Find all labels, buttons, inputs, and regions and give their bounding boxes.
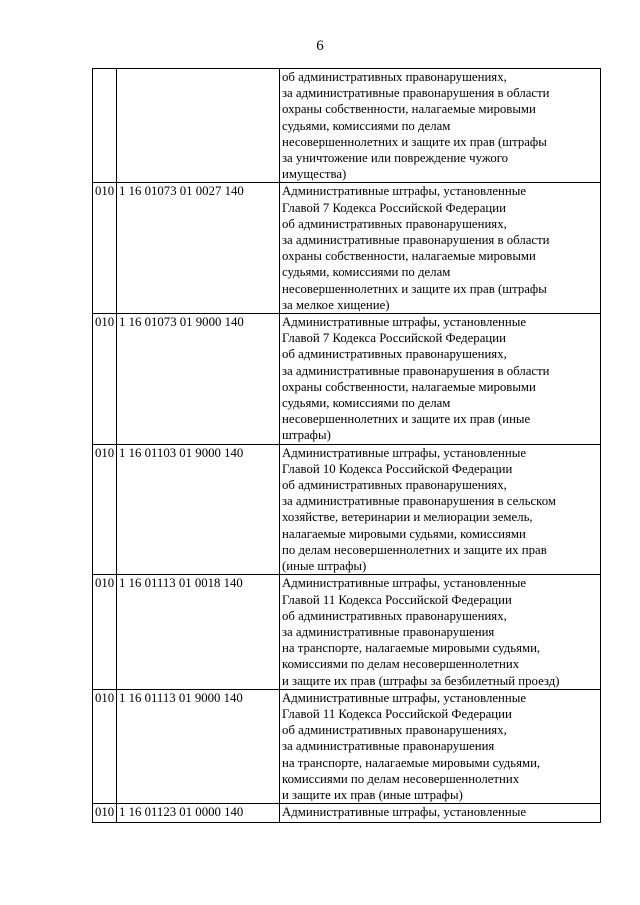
description-line: за административные правонарушения [282, 624, 495, 639]
description-line: налагаемые мировыми судьями, комиссиями [282, 526, 526, 541]
description-line: об административных правонарушениях, [282, 723, 507, 738]
description-cell [280, 575, 601, 689]
description-line: Главой 7 Кодекса Российской Федерации [282, 331, 506, 346]
description-cell [280, 183, 601, 314]
table-row [93, 804, 601, 823]
description-line: за административные правонарушения в сельском [282, 494, 556, 509]
admin-code-cell: 010 [93, 183, 117, 314]
description-cell [280, 689, 601, 803]
description-line: за мелкое хищение) [282, 297, 390, 312]
description-line: по делам несовершеннолетних и защите их прав [282, 542, 547, 557]
table-row [93, 183, 601, 314]
description-line: штрафы) [282, 428, 331, 443]
budget-code-cell [117, 69, 280, 183]
description-line: об административных правонарушениях, [282, 216, 507, 231]
description-line: на транспорте, налагаемые мировыми судьями, [282, 755, 541, 770]
description-line: судьями, комиссиями по делам [282, 118, 451, 133]
description-line: об административных правонарушениях, [282, 347, 507, 362]
budget-code-cell: 1 16 01103 01 9000 140 [117, 444, 280, 575]
description-line: охраны собственности, налагаемые мировыми [282, 102, 536, 117]
description-cell [280, 804, 601, 823]
description-line: Административные штрафы, установленные [282, 805, 527, 820]
admin-code-cell: 010 [93, 804, 117, 823]
description-line: за административные правонарушения [282, 739, 495, 754]
description-line: комиссиями по делам несовершеннолетних [282, 771, 520, 786]
description-line: несовершеннолетних и защите их прав (штрафы [282, 134, 547, 149]
description-cell [280, 69, 601, 183]
description-line: об административных правонарушениях, [282, 478, 507, 493]
admin-code-cell: 010 [93, 575, 117, 689]
table-row [93, 314, 601, 445]
admin-code-cell: 010 [93, 314, 117, 445]
description-line: об административных правонарушениях, [282, 608, 507, 623]
description-line: несовершеннолетних и защите их прав (иные [282, 412, 531, 427]
description-line: комиссиями по делам несовершеннолетних [282, 657, 520, 672]
description-line: за административные правонарушения в области [282, 86, 550, 101]
description-line: и защите их прав (штрафы за безбилетный проезд) [282, 673, 560, 688]
description-line: Административные штрафы, установленные [282, 690, 527, 705]
description-line: имущества) [282, 167, 347, 182]
description-cell [280, 314, 601, 445]
description-line: охраны собственности, налагаемые мировыми [282, 249, 536, 264]
admin-code-cell: 010 [93, 689, 117, 803]
description-line: Главой 11 Кодекса Российской Федерации [282, 592, 512, 607]
description-line: Главой 11 Кодекса Российской Федерации [282, 706, 512, 721]
description-line: за уничтожение или повреждение чужого [282, 151, 509, 166]
description-line: Административные штрафы, установленные [282, 315, 527, 330]
description-line: за административные правонарушения в области [282, 363, 550, 378]
description-line: судьями, комиссиями по делам [282, 265, 451, 280]
description-line: Административные штрафы, установленные [282, 184, 527, 199]
table-row [93, 689, 601, 803]
budget-code-cell: 1 16 01113 01 9000 140 [117, 689, 280, 803]
table-row [93, 69, 601, 183]
description-line: об административных правонарушениях, [282, 70, 507, 84]
table-row [93, 575, 601, 689]
table-row [93, 444, 601, 575]
description-line: на транспорте, налагаемые мировыми судьями, [282, 641, 541, 656]
table-body [93, 69, 601, 823]
budget-codes-table [92, 68, 601, 823]
admin-code-cell: 010 [93, 444, 117, 575]
description-line: (иные штрафы) [282, 559, 367, 574]
description-line: за административные правонарушения в области [282, 233, 550, 248]
description-line: хозяйстве, ветеринарии и мелиорации земель, [282, 510, 533, 525]
description-line: несовершеннолетних и защите их прав (штрафы [282, 281, 547, 296]
description-line: судьями, комиссиями по делам [282, 396, 451, 411]
description-line: Главой 7 Кодекса Российской Федерации [282, 200, 506, 215]
description-line: Главой 10 Кодекса Российской Федерации [282, 461, 513, 476]
description-line: и защите их прав (иные штрафы) [282, 787, 463, 802]
description-line: Административные штрафы, установленные [282, 576, 527, 591]
description-line: Административные штрафы, установленные [282, 445, 527, 460]
budget-code-cell: 1 16 01123 01 0000 140 [117, 804, 280, 823]
page-number: 6 [316, 38, 324, 54]
description-line: охраны собственности, налагаемые мировыми [282, 379, 536, 394]
budget-code-cell: 1 16 01073 01 9000 140 [117, 314, 280, 445]
budget-code-cell: 1 16 01113 01 0018 140 [117, 575, 280, 689]
description-cell [280, 444, 601, 575]
admin-code-cell [93, 69, 117, 183]
budget-code-cell: 1 16 01073 01 0027 140 [117, 183, 280, 314]
